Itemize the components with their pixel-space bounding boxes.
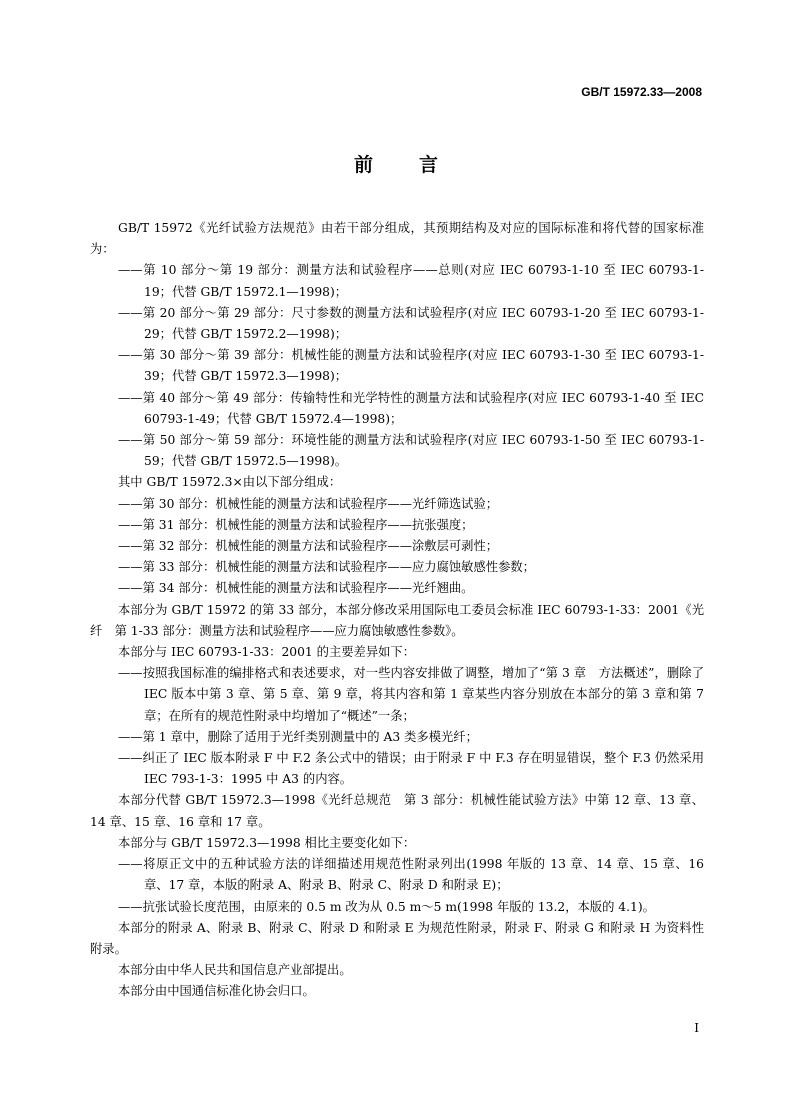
standard-code: GB/T 15972.33—2008 xyxy=(581,85,702,99)
list-item: ——第 1 章中，删除了适用于光纤类别测量中的 A3 类多模光纤； xyxy=(118,729,478,744)
paragraph: 本部分由中国通信标准化协会归口。 xyxy=(118,984,315,999)
list-item: ——按照我国标准的编排格式和表述要求，对一些内容安排做了调整，增加了“第 3 章 方法概述”，删除了 IEC 版本中第 3 章、第 5 章、第 9 章，将其内容和第 1 章某些内容分别放在本部分的第 3 章和第 7 章；在所有的规范性附录中均增加了“概述”一条； xyxy=(118,666,704,723)
paragraph: 本部分由中华人民共和国信息产业部提出。 xyxy=(118,963,352,978)
paragraph: 本部分代替 GB/T 15972.3—1998《光纤总规范 第 3 部分：机械性能试验方法》中第 12 章、13 章、14 章、15 章、16 章和 17 章。 xyxy=(90,793,704,829)
foreword-body xyxy=(90,218,704,1003)
list-item: ——第 32 部分：机械性能的测量方法和试验程序——涂敷层可剥性； xyxy=(118,539,499,554)
list-item: ——第 30 部分：机械性能的测量方法和试验程序——光纤筛选试验； xyxy=(118,496,499,511)
page-number: I xyxy=(694,1021,699,1035)
list-item: ——抗张试验长度范围，由原来的 0.5 m 改为从 0.5 m～5 m(1998 年版的 13.2，本版的 4.1)。 xyxy=(118,899,655,914)
list-item: ——第 33 部分：机械性能的测量方法和试验程序——应力腐蚀敏感性参数； xyxy=(118,560,535,575)
list-item: ——第 50 部分～第 59 部分：环境性能的测量方法和试验程序(对应 IEC 60793-1-50 至 IEC 60793-1-59；代替 GB/T 15972.5—1998)。 xyxy=(118,433,704,469)
list-item: ——第 31 部分：机械性能的测量方法和试验程序——抗张强度； xyxy=(118,517,474,532)
paragraph: 本部分与 IEC 60793-1-33：2001 的主要差异如下： xyxy=(118,645,416,660)
paragraph: GB/T 15972《光纤试验方法规范》由若干部分组成，其预期结构及对应的国际标准和将代替的国家标准为： xyxy=(90,221,704,257)
list-item: ——将原正文中的五种试验方法的详细描述用规范性附录列出(1998 年版的 13 章、14 章、15 章、16 章、17 章，本版的附录 A、附录 B、附录 C、附录 D 和附录 E)； xyxy=(118,857,704,893)
list-item: ——纠正了 IEC 版本附录 F 中 F.2 条公式中的错误；由于附录 F 中 F.3 存在明显错误，整个 F.3 仍然采用 IEC 793-1-3：1995 中 A3 的内容。 xyxy=(118,751,704,787)
list-item: ——第 30 部分～第 39 部分：机械性能的测量方法和试验程序(对应 IEC 60793-1-30 至 IEC 60793-1-39；代替 GB/T 15972.3—1998)； xyxy=(118,348,704,384)
list-item: ——第 40 部分～第 49 部分：传输特性和光学特性的测量方法和试验程序(对应 IEC 60793-1-40 至 IEC 60793-1-49；代替 GB/T 15972.4—1998)； xyxy=(118,390,704,426)
paragraph: 本部分的附录 A、附录 B、附录 C、附录 D 和附录 E 为规范性附录，附录 F、附录 G 和附录 H 为资料性附录。 xyxy=(90,920,704,956)
paragraph: 其中 GB/T 15972.3×由以下部分组成： xyxy=(118,475,342,490)
paragraph: 本部分为 GB/T 15972 的第 33 部分，本部分修改采用国际电工委员会标准 IEC 60793-1-33：2001《光纤 第 1-33 部分：测量方法和试验程序——应力腐蚀敏感性参数》。 xyxy=(90,602,704,638)
list-item: ——第 34 部分：机械性能的测量方法和试验程序——光纤翘曲。 xyxy=(118,581,474,596)
list-item: ——第 10 部分～第 19 部分：测量方法和试验程序——总则(对应 IEC 60793-1-10 至 IEC 60793-1-19；代替 GB/T 15972.1—1998)； xyxy=(118,263,704,299)
list-item: ——第 20 部分～第 29 部分：尺寸参数的测量方法和试验程序(对应 IEC 60793-1-20 至 IEC 60793-1-29；代替 GB/T 15972.2—1998)； xyxy=(118,305,704,342)
page-title: 前言 xyxy=(353,154,484,176)
paragraph: 本部分与 GB/T 15972.3—1998 相比主要变化如下： xyxy=(118,835,416,850)
